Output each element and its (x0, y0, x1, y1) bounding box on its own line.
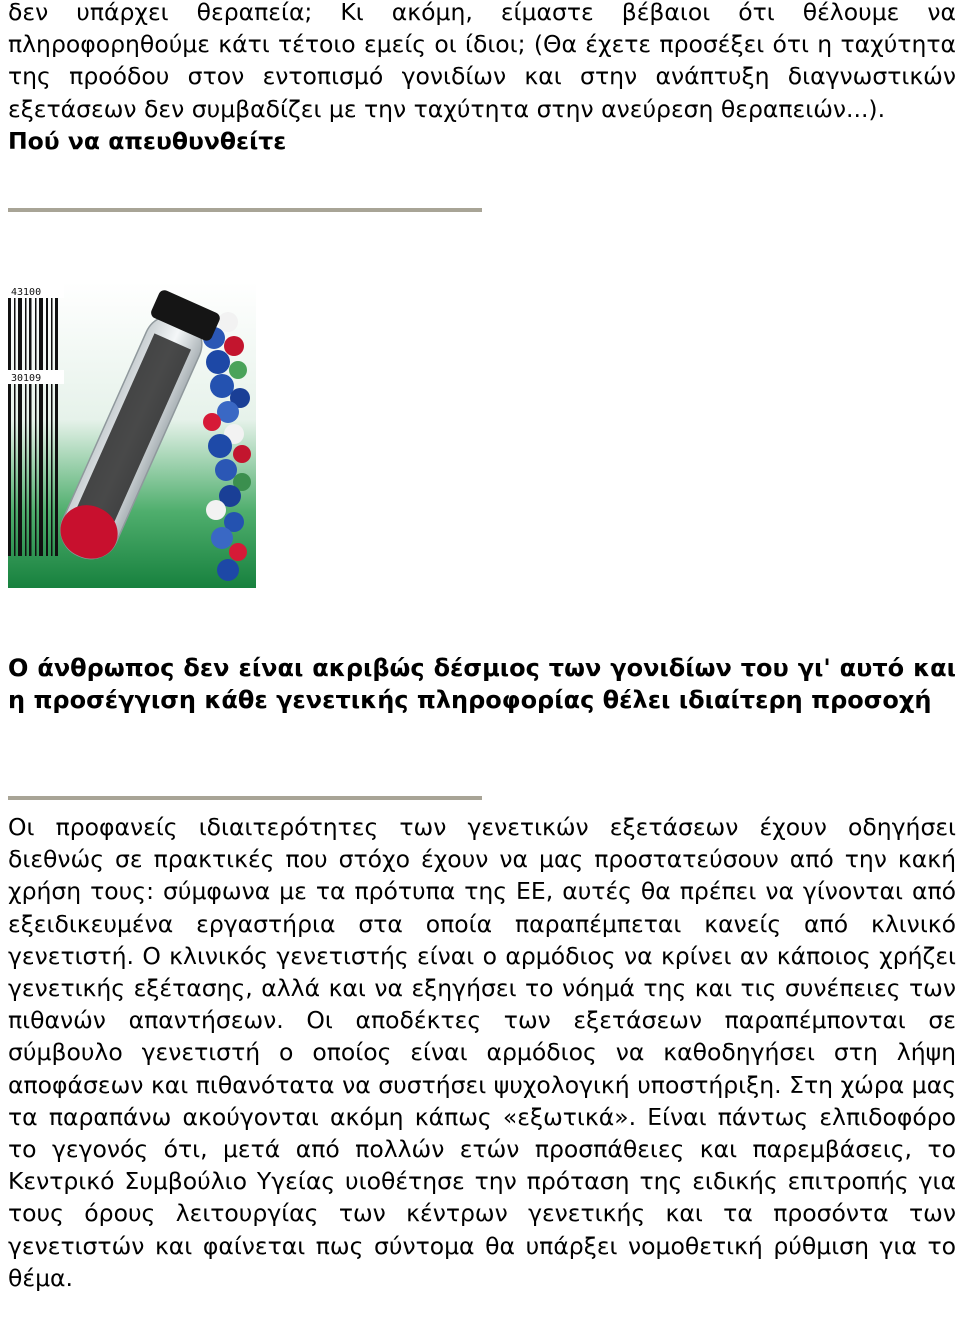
intro-paragraph: δεν υπάρχει θεραπεία; Κι ακόμη, είμαστε βέβαιοι ότι θέλουμε να πληροφορηθούμε κάτι τέτοιο εμείς οι ίδιοι; (Θα έχετε προσέξει ότι η ταχύτητα της προόδου στον εντοπισμό γονιδίων και στην ανάπτυξη διαγνωστικών εξετάσεων δεν συμβαδίζει με την ταχύτητα στην ανεύρεση θεραπειών...). (8, 0, 956, 123)
image-caption: Ο άνθρωπος δεν είναι ακριβώς δέσμιος των γονιδίων του γι' αυτό και η προσέγγιση κάθε γενετικής πληροφορίας θέλει ιδιαίτερη προσοχή (8, 654, 956, 715)
barcode-number-mid: 30109 (11, 373, 42, 384)
caption-divider (8, 796, 482, 800)
body-paragraph: Οι προφανείς ιδιαιτερότητες των γενετικών εξετάσεων έχουν οδηγήσει διεθνώς σε πρακτικές που στόχο έχουν να μας προστατεύσουν από την κακή χρήση τους: σύμφωνα με τα πρότυπα της ΕΕ, αυτές θα πρέπει να γίνονται από εξειδικευμένα εργαστήρια στα οποία παραπέμπεται κανείς από κλινικό γενετιστή. Ο κλινικός γενετιστής είναι ο αρμόδιος να κρίνει αν κάποιος χρήζει γενετικής εξέτασης, αλλά και να εξηγήσει το νόημά της και τις συνέπειες των πιθανών απαντήσεων. Οι αποδέκτες των εξετάσεων παραπέμπονται σε σύμβουλο γενετιστή ο οποίος είναι αρμόδιος να καθοδηγήσει στη λήψη αποφάσεων και πιθανότατα να συστήσει ψυχολογική υποστήριξη. Στη χώρα μας τα παραπάνω ακούγονται ακόμη κάπως «εξωτικά». Είναι πάντως ελπιδοφόρο το γεγονός ότι, μετά από πολλών ετών προσπάθειες και παρεμβάσεις, το Κεντρικό Συμβούλιο Υγείας υιοθέτησε την πρόταση της ειδικής επιτροπής για τους όρους λειτουργίας των κέντρων γενετικής και τα προσόντα των γενετιστών και φαίνεται πως σύντομα θα υπάρξει νομοθετική ρύθμιση για το θέμα. (8, 813, 956, 1292)
body-section (8, 811, 956, 1294)
barcode-number-top: 43100 (11, 287, 42, 298)
section-divider (8, 208, 482, 212)
intro-section (8, 0, 956, 157)
genetics-illustration (8, 282, 256, 588)
section-heading: Πού να απευθυνθείτε (8, 126, 287, 155)
